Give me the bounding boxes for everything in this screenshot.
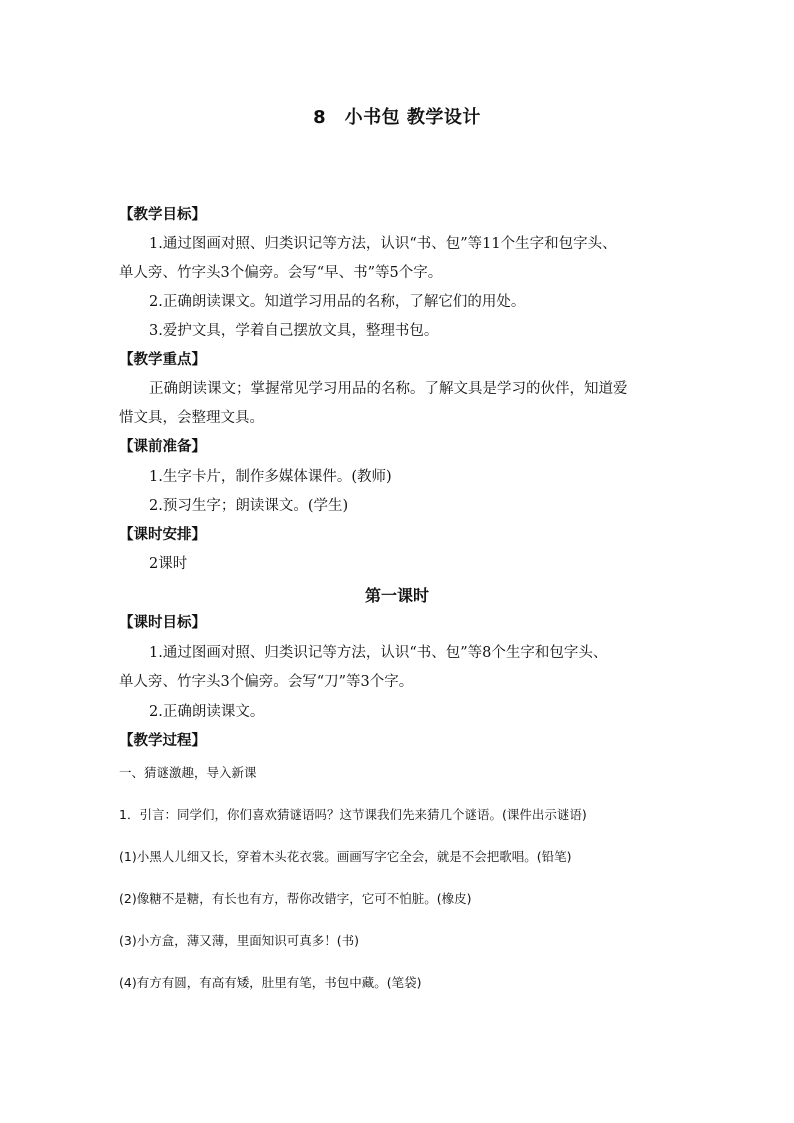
- keypoint-line: 惜文具，会整理文具。: [119, 410, 264, 426]
- keypoint-line: 正确朗读课文；掌握常见学习用品的名称。了解文具是学习的伙伴，知道爱: [149, 381, 628, 397]
- process-line: (2)像糖不是糖，有长也有方，帮你改错字，它可不怕脏。(橡皮): [119, 891, 472, 906]
- lesson-one-heading: 第一课时: [364, 586, 429, 605]
- section-heading-objectives: 【教学目标】: [119, 207, 206, 223]
- lesson-objective-line: 2.正确朗读课文。: [149, 704, 265, 720]
- lesson-objective-line: 1.通过图画对照、归类识记等方法，认识“书、包”等8个生字和包字头、: [149, 645, 608, 661]
- section-heading-lesson-objectives: 【课时目标】: [119, 615, 206, 631]
- objective-line: 3.爱护文具，学着自己摆放文具，整理书包。: [149, 323, 439, 339]
- schedule-line: 2课时: [149, 556, 188, 572]
- prep-line: 1.生字卡片，制作多媒体课件。(教师): [149, 469, 392, 485]
- process-line: (1)小黑人儿细又长，穿着木头花衣裳。画画写字它全会，就是不会把歌唱。(铅笔): [119, 849, 572, 864]
- process-line: 1．引言：同学们，你们喜欢猜谜语吗？这节课我们先来猜几个谜语。(课件出示谜语): [119, 807, 587, 822]
- section-heading-process: 【教学过程】: [119, 733, 206, 749]
- process-line: (4)有方有圆，有高有矮，肚里有笔，书包中藏。(笔袋): [119, 975, 422, 990]
- objective-line: 2.正确朗读课文。知道学习用品的名称，了解它们的用处。: [149, 294, 526, 310]
- objective-line: 1.通过图画对照、归类识记等方法，认识“书、包”等11个生字和包字头、: [149, 236, 617, 252]
- page-title: 8 小书包 教学设计: [313, 107, 481, 128]
- section-heading-keypoints: 【教学重点】: [119, 352, 206, 368]
- section-heading-prep: 【课前准备】: [119, 439, 206, 455]
- lesson-objective-line: 单人旁、竹字头3个偏旁。会写“刀”等3个字。: [119, 674, 414, 690]
- prep-line: 2.预习生字；朗读课文。(学生): [149, 498, 349, 514]
- process-line: 一、猜谜激趣，导入新课: [119, 765, 257, 780]
- process-line: (3)小方盒，薄又薄，里面知识可真多！(书): [119, 933, 359, 948]
- section-heading-schedule: 【课时安排】: [119, 527, 206, 543]
- objective-line: 单人旁、竹字头3个偏旁。会写“早、书”等5个字。: [119, 265, 443, 281]
